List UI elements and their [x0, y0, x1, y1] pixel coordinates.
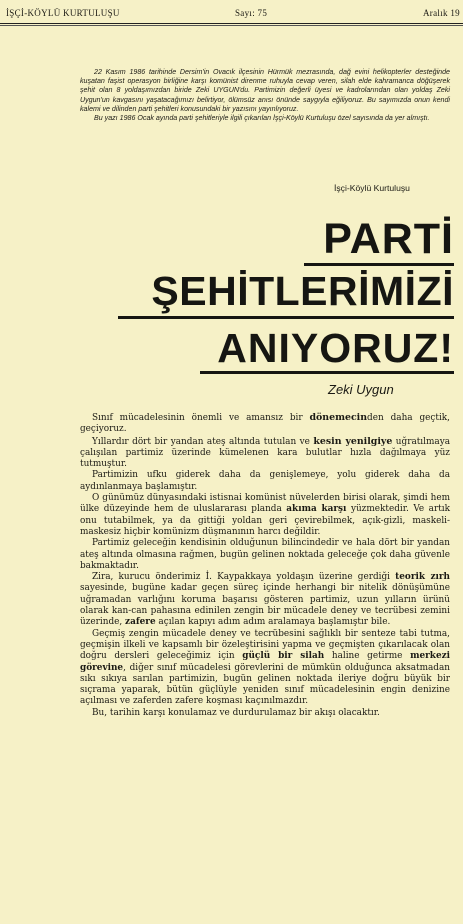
- headline-line-1: PARTİ: [323, 215, 454, 263]
- text-run: Geçmiş zengin mücadele deney ve tecrübesini sağlıklı bir senteze tabi tutma, geçmişin ilkeli ve kapsamlı bir özeleştirisini yapma ve geçmişten çıkarılacak olan doğru dersleri geleceğimiz için: [80, 628, 450, 662]
- intro-paragraph-1: 22 Kasım 1986 tarihinde Dersim'in Ovacık ilçesinin Hürmük mezrasında, dağ evini helikopterler desteğinde kuşatan faşist operasyon birliğine karşı komünist direnme ruhuyla cevap veren, silah elde kahramanca döğüşerek şehit olan 8 yoldaşımızdan biride Zeki UYGUN'du. Partimizin değerli üyesi ve kadrolarından olan yoldaş Zeki Uygun'un kavgasını yaşatacağımızı belirtiyor, ölümsüz anısı önünde saygıyla eğiliyoruz. Bu sayımızda onun kendi kalemi ve dilinden parti şehitleri konusundaki bir yazısını yayınlıyoruz.: [80, 68, 450, 113]
- text-run: , diğer sınıf mücadelesi görevlerini de mümkün olduğunca aksatmadan sıkı sıkıya sarılan partimizin, bugün gelinen noktada ileriye doğru büyük bir sıçrama yaparak, bütün güçlüyle yeniden sınıf mücadelesinin engin denizine açılması ve zaferden zafere koşması kaçınılmazdır.: [80, 662, 450, 707]
- header-rule-bottom: [0, 25, 463, 26]
- editorial-intro: [80, 68, 450, 123]
- body-paragraph-7: [80, 629, 450, 708]
- issue-number: Sayı: 75: [235, 8, 268, 18]
- body-paragraph-4: [80, 493, 450, 538]
- issue-date: Aralık 19: [423, 8, 460, 18]
- body-paragraph-1: [80, 412, 450, 436]
- body-paragraph-6: [80, 572, 450, 628]
- headline-line-3: ANIYORUZ!: [217, 325, 454, 371]
- emphasis-run: kesin ye: [313, 435, 357, 447]
- body-paragraph-8: Bu, tarihin karşı konulamaz ve durdurulamaz bir akışı olacaktır.: [92, 707, 380, 718]
- emphasis-run: dönemecin: [309, 412, 368, 423]
- text-run: Yıllardır dört bir yandan ateş altında tutulan ve: [92, 436, 314, 447]
- headline-underline-1: [304, 263, 454, 266]
- text-run: den daha geçtik, geçiyoruz.: [80, 413, 450, 435]
- text-run: Zira, kurucu önderimiz İ. Kaypakkaya yoldaşın üzerine gerdiği: [92, 572, 396, 583]
- article-body: [80, 412, 450, 719]
- body-paragraph-5: Partimiz geleceğin kendisinin olduğunun bilincindedir ve hala dört bir yandan ateş altında olmasına rağmen, bugün gelinen noktada geleceğe çok daha güvenle bakmaktadır.: [80, 538, 450, 571]
- emphasis-run: akıma karşı: [286, 504, 347, 515]
- text-run: Sınıf mücadelesinin önemli ve amansız bir: [92, 413, 310, 423]
- intro-paragraph-2: Bu yazı 1986 Ocak ayında parti şehitleriyle ilgili çıkarılan İşçi-Köylü Kurtuluşu özel sayısında da yer almıştı.: [94, 114, 430, 123]
- headline-underline-3: [200, 371, 454, 374]
- text-run: yüzmektedir. Ve artık onu tutabilmek, ya da gittiği yoldan geri çevirebilmek, açık-gizli, maskeli-maskesiz hiçbir komünizm düşmanının harcı değildir.: [80, 504, 450, 537]
- article-headline: [118, 214, 454, 377]
- text-run: O günümüz dünyasındaki istisnai komünist nüvelerden birisi olarak, şimdi hem ülke düzeyinde hem de uluslararası planda: [80, 493, 450, 515]
- emphasis-run: nilgiye: [356, 435, 393, 447]
- header-rule-top: [0, 23, 463, 24]
- body-paragraph-3: Partimizin ufku giderek daha da genişlemeye, yolu giderek daha da aydınlanmaya başlamıştır.: [80, 470, 450, 492]
- text-run: uğratılmaya çalışılan partimiz üzerinde kümelenen kara bulutlar hızla dağılmaya yüz tutmuştur.: [80, 436, 450, 470]
- text-run: açılan kapıyı adım adım aralamaya başlamıştır bile.: [155, 617, 391, 628]
- text-run: haline getirme: [324, 651, 411, 662]
- emphasis-run: güçlü bir silah: [242, 651, 325, 662]
- emphasis-run: teorik zırh: [395, 572, 450, 583]
- headline-underline-2: [118, 316, 454, 319]
- headline-line-2: ŞEHİTLERİMİZİ: [151, 268, 454, 314]
- editorial-signature: İşçi-Köylü Kurtuluşu: [334, 183, 410, 193]
- body-paragraph-2: [80, 436, 450, 471]
- article-author: Zeki Uygun: [328, 382, 394, 397]
- text-run: sayesinde, bugüne kadar geçen süreç içinde herhangi bir nitelik dönüşümüne uğramadan varlığını koruma başarısı gösteren partimiz, uzun yılların ürünü olarak kan-can pahasına edinilen zengin bir mücadele deney ve tecrübesi zemini üzerinde,: [80, 583, 450, 628]
- emphasis-run: zafere: [125, 617, 156, 628]
- publication-name: İŞÇİ-KÖYLÜ KURTULUŞU: [6, 8, 120, 18]
- emphasis-run: merkezi görevine: [80, 651, 450, 673]
- page-header: [0, 0, 463, 34]
